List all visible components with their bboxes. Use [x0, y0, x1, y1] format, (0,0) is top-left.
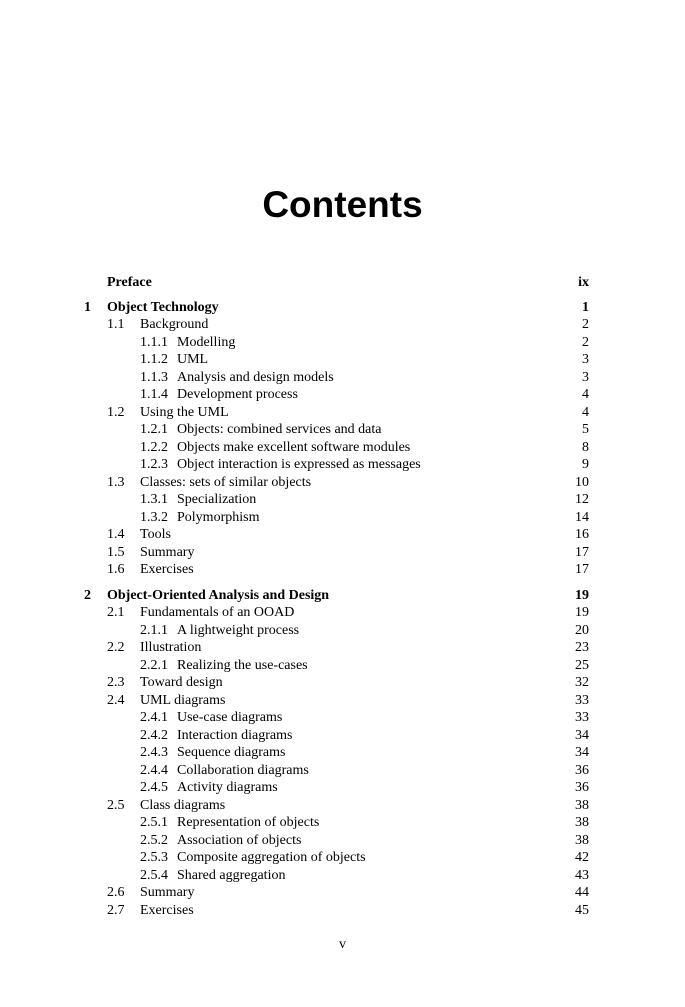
toc-subsection-title: Shared aggregation [177, 867, 286, 883]
toc-page-number: 36 [575, 780, 589, 795]
toc-page-number: 2 [582, 317, 589, 332]
toc-page-number: 14 [575, 509, 589, 525]
toc-subsection-number: 1.3.2 [140, 509, 168, 525]
toc-section-title: Using the UML [140, 404, 229, 420]
toc-page-number: 20 [575, 622, 589, 638]
toc-subsection-title: Use-case diagrams [177, 710, 283, 725]
toc-subsection-number: 2.4.4 [140, 762, 168, 778]
toc-subsection-number: 1.1.3 [140, 369, 168, 385]
toc-section-title: Tools [140, 527, 171, 542]
toc-page-number: 12 [575, 492, 589, 507]
toc-page-number: 42 [575, 850, 589, 865]
toc-subsection-title: Specialization [177, 492, 257, 507]
toc-page-number: 5 [582, 422, 589, 437]
toc-subsection-title: Composite aggregation of objects [177, 850, 366, 865]
toc-section-number: 1.4 [107, 527, 125, 542]
toc-chapter-number: 2 [84, 587, 91, 603]
toc-page-number: 9 [582, 457, 589, 472]
toc-entry [0, 639, 685, 657]
toc-subsection-title: Activity diagrams [177, 780, 278, 795]
toc-subsection-number: 2.5.1 [140, 815, 168, 830]
toc-page-number: 25 [575, 657, 589, 673]
toc-page-number: 44 [575, 885, 589, 900]
toc-section-title: Classes: sets of similar objects [140, 474, 312, 490]
toc-page-number: 4 [582, 387, 589, 402]
toc-entry [0, 404, 685, 422]
toc-entry [0, 884, 685, 902]
toc-subsection-number: 2.5.2 [140, 832, 168, 848]
toc-entry [0, 797, 685, 815]
toc-section-title: Illustration [140, 640, 202, 655]
toc-subsection-number: 1.2.1 [140, 422, 168, 437]
toc-section-number: 1.1 [107, 317, 125, 332]
toc-entry [0, 657, 685, 675]
toc-entry [0, 727, 685, 745]
toc-entry [0, 351, 685, 369]
toc-page-number: 33 [575, 692, 589, 708]
toc-page-number: 8 [582, 439, 589, 455]
toc-subsection-title: Modelling [177, 334, 236, 350]
toc-page-number: 19 [575, 587, 589, 603]
toc-entry [0, 544, 685, 562]
toc-section-title: Background [140, 317, 209, 332]
toc-page-number: 17 [575, 544, 589, 560]
toc-entry [0, 849, 685, 867]
toc-page-number: 16 [575, 527, 589, 542]
toc-section-number: 2.5 [107, 797, 125, 813]
toc-entry [0, 474, 685, 492]
toc-entry [0, 456, 685, 474]
toc-section-title: Summary [140, 544, 195, 560]
toc-entry [0, 867, 685, 885]
toc-entry [0, 439, 685, 457]
toc-subsection-number: 2.4.5 [140, 780, 168, 795]
toc-page-number: 34 [575, 727, 589, 743]
toc-page-number: 38 [575, 832, 589, 848]
toc-subsection-title: Objects make excellent software modules [177, 439, 411, 455]
toc-entry [0, 561, 685, 579]
toc-subsection-title: Representation of objects [177, 815, 320, 830]
toc-section-number: 2.3 [107, 675, 125, 690]
page-title: Contents [262, 184, 423, 225]
toc-page-number: 34 [575, 745, 589, 760]
toc-entry [0, 491, 685, 509]
toc-subsection-number: 1.1.2 [140, 352, 168, 367]
toc-section-number: 1.5 [107, 544, 125, 560]
toc-entry [0, 274, 685, 292]
toc-entry [0, 902, 685, 920]
toc-entry [0, 421, 685, 439]
toc-subsection-number: 1.1.1 [140, 334, 168, 350]
toc-subsection-number: 1.3.1 [140, 492, 168, 507]
toc-subsection-title: Sequence diagrams [177, 745, 286, 760]
toc-subsection-title: Analysis and design models [177, 369, 334, 385]
toc-entry [0, 744, 685, 762]
toc-chapter-title: Preface [107, 274, 152, 290]
toc-page-number: 43 [575, 867, 589, 883]
toc-page-number: 38 [575, 815, 589, 830]
toc-entry [0, 814, 685, 832]
page-number: v [339, 937, 346, 952]
toc-entry [0, 526, 685, 544]
toc-page-number: ix [578, 274, 589, 290]
toc-section-title: Exercises [140, 902, 194, 918]
toc-page-number: 1 [582, 299, 589, 315]
toc-section-number: 1.3 [107, 474, 125, 490]
toc-page-number: 3 [582, 369, 589, 385]
toc-section-number: 1.2 [107, 404, 125, 420]
toc-subsection-title: Objects: combined services and data [177, 422, 382, 437]
toc-chapter-title: Object Technology [107, 299, 219, 315]
toc-subsection-title: Polymorphism [177, 509, 260, 525]
toc-subsection-number: 1.1.4 [140, 387, 168, 402]
toc-section-title: Class diagrams [140, 797, 226, 813]
toc-section-number: 2.6 [107, 885, 125, 900]
toc-section-number: 2.7 [107, 902, 125, 918]
toc-subsection-title: Interaction diagrams [177, 727, 293, 743]
toc-entry [0, 386, 685, 404]
toc-page-number: 32 [575, 675, 589, 690]
toc-page-number: 2 [582, 334, 589, 350]
toc-section-number: 2.2 [107, 640, 125, 655]
toc-chapter-number: 1 [84, 299, 91, 315]
toc-entry [0, 762, 685, 780]
toc-subsection-title: Object interaction is expressed as messages [177, 457, 421, 472]
toc-section-title: Summary [140, 885, 195, 900]
toc-page-number: 4 [582, 404, 589, 420]
toc-entry [0, 509, 685, 527]
toc-section-title: UML diagrams [140, 692, 226, 708]
toc-page-number: 17 [575, 562, 589, 577]
toc-subsection-number: 2.5.3 [140, 850, 168, 865]
toc-entry [0, 334, 685, 352]
toc-section-title: Exercises [140, 562, 194, 577]
toc-section-number: 2.1 [107, 605, 125, 620]
toc-page-number: 23 [575, 640, 589, 655]
toc-entry [0, 832, 685, 850]
toc-subsection-number: 1.2.3 [140, 457, 168, 472]
toc-entry [0, 674, 685, 692]
toc-section-number: 2.4 [107, 692, 125, 708]
toc-entry [0, 587, 685, 605]
toc-entry [0, 604, 685, 622]
toc-section-title: Fundamentals of an OOAD [140, 605, 295, 620]
toc-subsection-number: 2.4.2 [140, 727, 168, 743]
toc-subsection-title: UML [177, 352, 209, 367]
toc-subsection-title: Collaboration diagrams [177, 762, 309, 778]
toc-section-title: Toward design [140, 675, 223, 690]
toc-page-number: 33 [575, 710, 589, 725]
toc-subsection-number: 2.4.3 [140, 745, 168, 760]
toc-page-number: 3 [582, 352, 589, 367]
toc-subsection-number: 2.1.1 [140, 622, 168, 638]
toc-section-number: 1.6 [107, 562, 125, 577]
toc-subsection-number: 2.5.4 [140, 867, 168, 883]
toc-subsection-title: A lightweight process [177, 622, 300, 638]
toc-subsection-number: 2.2.1 [140, 657, 168, 673]
toc-entry [0, 692, 685, 710]
toc-entry [0, 709, 685, 727]
toc-chapter-title: Object-Oriented Analysis and Design [107, 587, 330, 603]
toc-entry [0, 316, 685, 334]
toc-subsection-title: Development process [177, 387, 298, 402]
toc-page-number: 38 [575, 797, 589, 813]
toc-subsection-number: 1.2.2 [140, 439, 168, 455]
toc-page-number: 10 [575, 474, 589, 490]
toc-page-number: 45 [575, 902, 589, 918]
toc-subsection-title: Association of objects [177, 832, 302, 848]
toc-page-number: 36 [575, 762, 589, 778]
toc-subsection-title: Realizing the use-cases [177, 657, 308, 673]
toc-page-number: 19 [575, 605, 589, 620]
toc-subsection-number: 2.4.1 [140, 710, 168, 725]
toc-entry [0, 622, 685, 640]
toc-entry [0, 779, 685, 797]
toc-entry [0, 299, 685, 317]
toc-entry [0, 369, 685, 387]
